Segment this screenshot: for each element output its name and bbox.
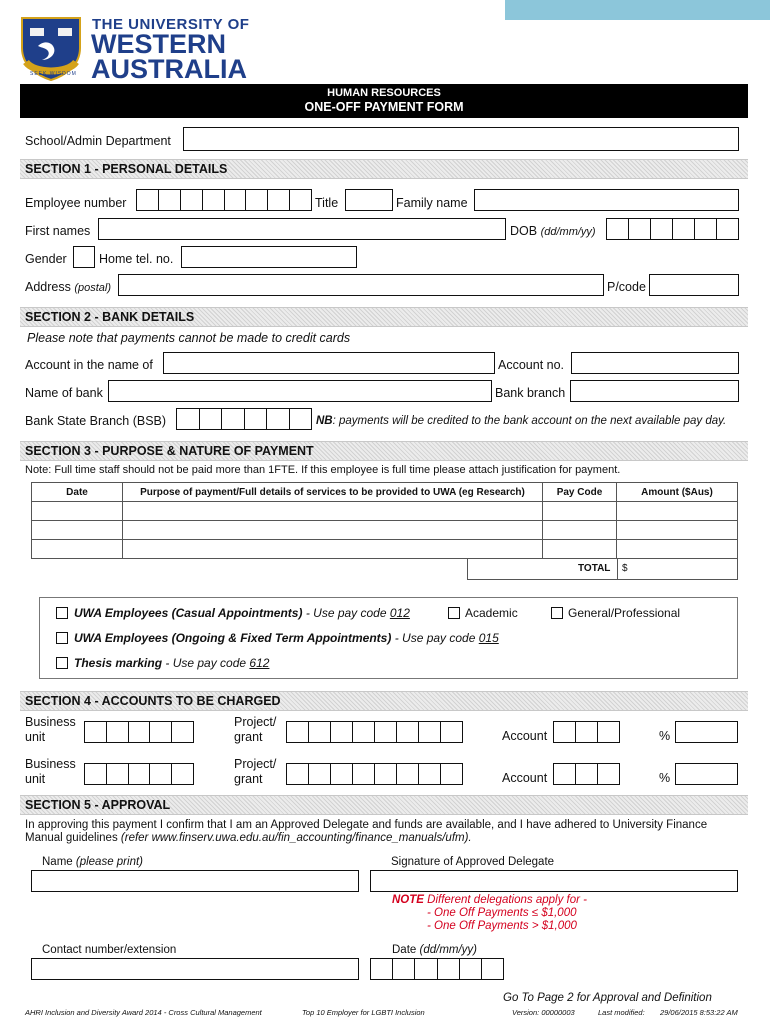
account-input-2[interactable] (553, 763, 620, 785)
form-header-bar (20, 84, 748, 118)
section4-title: SECTION 4 - ACCOUNTS TO BE CHARGED (25, 694, 281, 708)
section4-header (20, 691, 748, 711)
page-title: ONE-OFF PAYMENT FORM (304, 100, 464, 114)
approval-text-2: Manual guidelines (refer www.finserv.uwa.edu.au/fin_accounting/finance_manuals/ufm). (25, 832, 472, 844)
col-purpose: Purpose of payment/Full details of services to be provided to UWA (eg Research) (123, 483, 543, 502)
business-unit-label-1: Business unit (25, 715, 76, 744)
family-name-input[interactable] (474, 189, 739, 211)
account-name-label: Account in the name of (25, 358, 153, 372)
section5-header (20, 795, 748, 815)
delegation-note-line2: - One Off Payments > $1,000 (427, 920, 577, 932)
project-input-2[interactable] (286, 763, 463, 785)
gender-input[interactable] (73, 246, 95, 268)
total-box (467, 558, 738, 580)
pcode-input[interactable] (649, 274, 739, 296)
table-row[interactable] (32, 540, 738, 559)
delegation-note-line1: - One Off Payments ≤ $1,000 (427, 907, 577, 919)
address-input[interactable] (118, 274, 604, 296)
approval-text-1: In approving this payment I confirm that I am an Approved Delegate and funds are available, and I have adhered to University Finance (25, 819, 708, 831)
footer-award: AHRI Inclusion and Diversity Award 2014 - Cross Cultural Management (25, 1008, 262, 1017)
col-amount: Amount ($Aus) (617, 483, 738, 502)
percent-label-2: % (659, 771, 671, 785)
bank-name-input[interactable] (108, 380, 492, 402)
section5-title: SECTION 5 - APPROVAL (25, 798, 171, 812)
academic-label: Academic (465, 606, 518, 620)
footer-version: Version: 00000003 (512, 1008, 575, 1017)
percent-input-2[interactable] (675, 763, 738, 785)
uni-name-line3: AUSTRALIA (91, 54, 247, 84)
total-currency: $ (622, 563, 628, 574)
uni-name-line2: WESTERN (91, 29, 226, 59)
casual-checkbox[interactable] (56, 607, 68, 619)
general-checkbox[interactable] (551, 607, 563, 619)
employee-number-input[interactable] (136, 189, 312, 211)
account-no-input[interactable] (571, 352, 739, 374)
section1-title: SECTION 1 - PERSONAL DETAILS (25, 162, 228, 176)
credit-card-note: Please note that payments cannot be made to credit cards (27, 331, 351, 345)
account-label-2: Account (502, 771, 548, 785)
footer-modified: 29/06/2015 8:53:22 AM (660, 1008, 738, 1017)
employee-number-label: Employee number (25, 196, 127, 210)
home-tel-label: Home tel. no. (99, 252, 174, 266)
contact-input[interactable] (31, 958, 359, 980)
date-label: Date (dd/mm/yy) (392, 944, 477, 956)
delegation-note: NOTE Different delegations apply for - (392, 894, 587, 906)
contact-label: Contact number/extension (42, 944, 177, 956)
name-label: Name (please print) (42, 856, 143, 868)
total-label: TOTAL (578, 563, 611, 574)
pcode-label: P/code (607, 280, 646, 294)
business-unit-label-2: Business unit (25, 757, 76, 786)
dob-label: DOB (dd/mm/yy) (510, 224, 596, 238)
percent-input-1[interactable] (675, 721, 738, 743)
col-pay-code: Pay Code (543, 483, 617, 502)
section2-title: SECTION 2 - BANK DETAILS (25, 310, 195, 324)
first-names-label: First names (25, 224, 91, 238)
title-label: Title (315, 196, 339, 210)
table-header-row (32, 483, 738, 502)
section3-title: SECTION 3 - PURPOSE & NATURE OF PAYMENT (25, 444, 314, 458)
table-row[interactable] (32, 502, 738, 521)
project-label-1: Project/ grant (234, 715, 277, 744)
date-input[interactable] (370, 958, 504, 980)
footer-lgbti: Top 10 Employer for LGBTI Inclusion (302, 1008, 425, 1017)
crest-motto: SEEK WISDOM (30, 71, 77, 77)
account-name-input[interactable] (163, 352, 495, 374)
ongoing-checkbox[interactable] (56, 632, 68, 644)
ongoing-label: UWA Employees (Ongoing & Fixed Term Appointments) - Use pay code 015 (74, 631, 499, 645)
bank-name-label: Name of bank (25, 386, 103, 400)
thesis-label: Thesis marking - Use pay code 612 (74, 656, 270, 670)
col-date: Date (32, 483, 123, 502)
goto-page2-link[interactable]: Go To Page 2 for Approval and Definition (503, 992, 712, 1004)
dob-input[interactable] (606, 218, 739, 240)
gender-label: Gender (25, 252, 67, 266)
family-name-label: Family name (396, 196, 468, 210)
project-input-1[interactable] (286, 721, 463, 743)
section2-header (20, 307, 748, 327)
home-tel-input[interactable] (181, 246, 357, 268)
project-label-2: Project/ grant (234, 757, 277, 786)
account-label-1: Account (502, 729, 548, 743)
school-label: School/Admin Department (25, 134, 171, 148)
bsb-label: Bank State Branch (BSB) (25, 414, 167, 428)
section1-header (20, 159, 748, 179)
business-unit-input-2[interactable] (84, 763, 194, 785)
total-divider (617, 559, 618, 579)
nb-note: NB: payments will be credited to the bank account on the next available pay day. (316, 415, 727, 427)
signature-label: Signature of Approved Delegate (391, 856, 555, 868)
fte-note: Note: Full time staff should not be paid more than 1FTE. If this employee is full time please attach justification for payment. (25, 464, 621, 476)
name-input[interactable] (31, 870, 359, 892)
bsb-input[interactable] (176, 408, 312, 430)
academic-checkbox[interactable] (448, 607, 460, 619)
payment-table (31, 482, 738, 559)
thesis-checkbox[interactable] (56, 657, 68, 669)
signature-input[interactable] (370, 870, 738, 892)
footer-modified-label: Last modified: (598, 1008, 645, 1017)
general-label: General/Professional (568, 606, 681, 620)
school-input[interactable] (183, 127, 739, 151)
account-input-1[interactable] (553, 721, 620, 743)
section3-header (20, 441, 748, 461)
first-names-input[interactable] (98, 218, 506, 240)
account-no-label: Account no. (498, 358, 565, 372)
bank-branch-label: Bank branch (495, 386, 566, 400)
bank-branch-input[interactable] (570, 380, 739, 402)
uni-name-line1: THE UNIVERSITY OF (92, 16, 250, 33)
title-input[interactable] (345, 189, 393, 211)
address-label: Address (postal) (25, 280, 112, 294)
table-row[interactable] (32, 521, 738, 540)
header-dept: HUMAN RESOURCES (327, 87, 441, 99)
corner-tab (505, 0, 770, 20)
business-unit-input-1[interactable] (84, 721, 194, 743)
casual-label: UWA Employees (Casual Appointments) - Use pay code 012 (74, 606, 410, 620)
percent-label-1: % (659, 729, 671, 743)
